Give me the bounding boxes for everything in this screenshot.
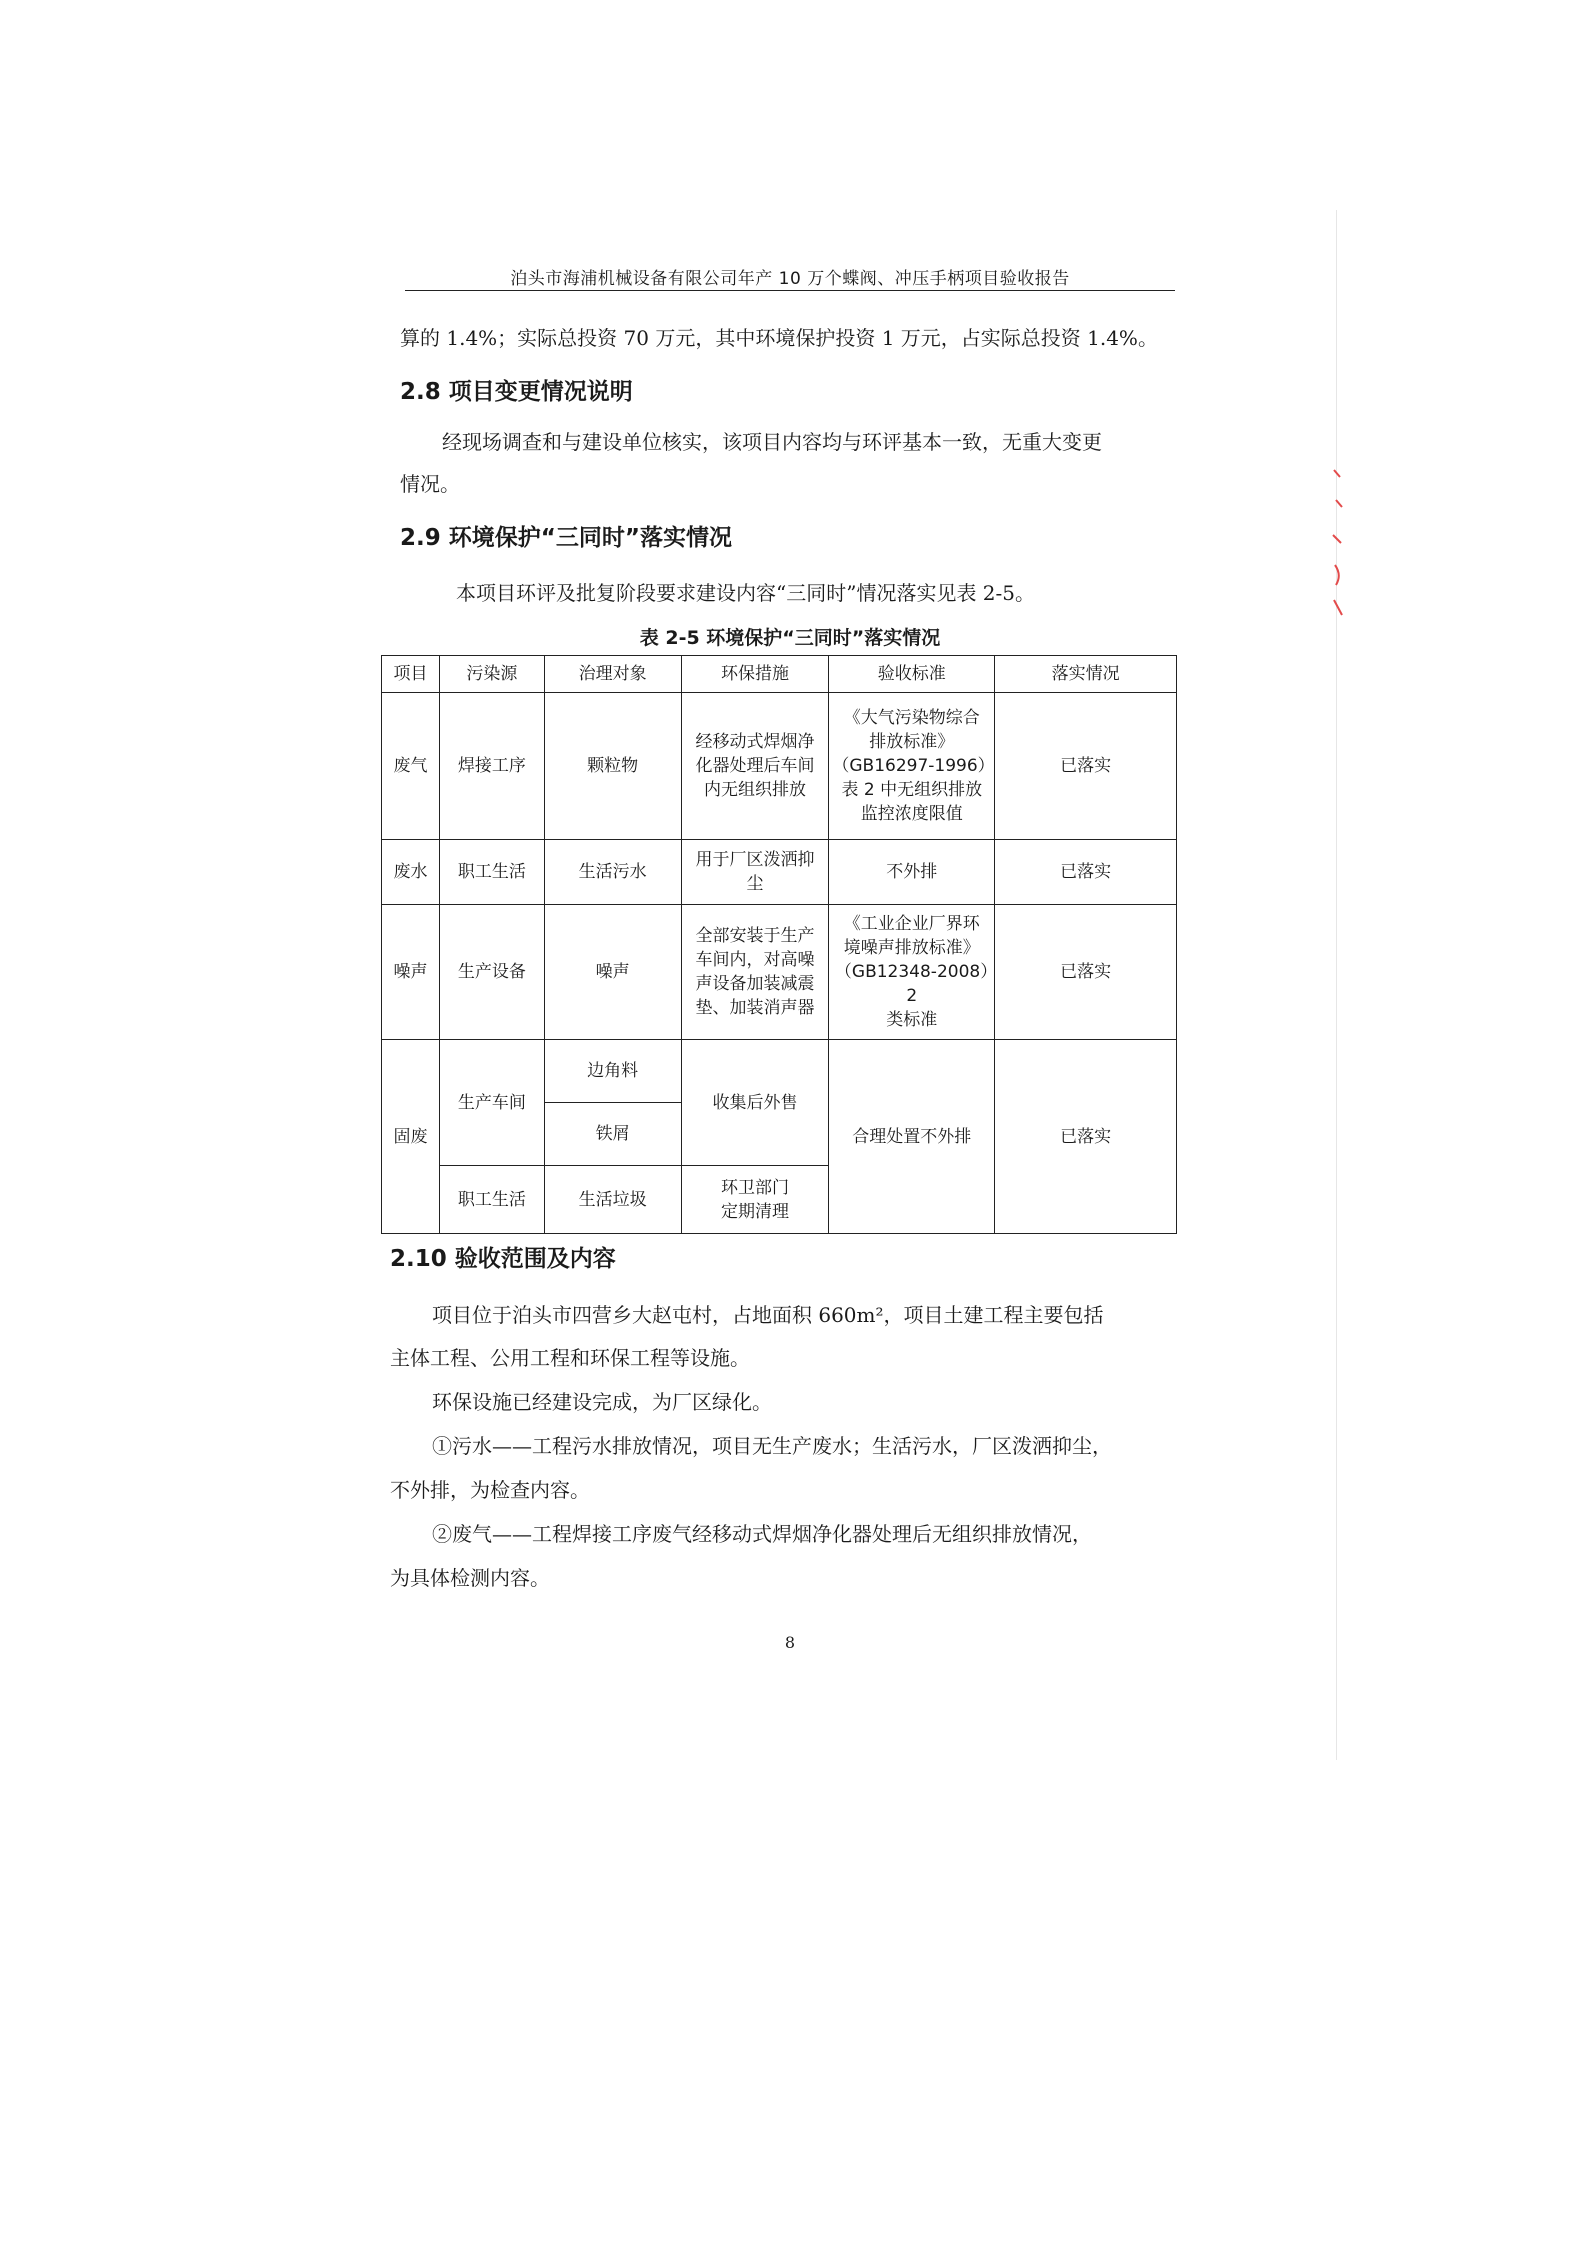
cell-item: 噪声 [382, 905, 440, 1040]
cell-item: 固废 [382, 1040, 440, 1234]
cell-source: 生产设备 [439, 905, 544, 1040]
table-row-solid-a [382, 1040, 1177, 1103]
col-header-item: 项目 [382, 656, 440, 693]
table-header-row [382, 656, 1177, 693]
col-header-target: 治理对象 [544, 656, 681, 693]
line: 监控浓度限值 [860, 804, 963, 824]
col-header-source: 污染源 [439, 656, 544, 693]
cell-measure [681, 905, 829, 1040]
page-number: 8 [784, 1633, 796, 1652]
para-2-10-p4-line1: ②废气——工程焊接工序废气经移动式焊烟净化器处理后无组织排放情况， [432, 1522, 1092, 1546]
line: 垫、加装消声器 [695, 998, 815, 1018]
para-2-10-p1-line2: 主体工程、公用工程和环保工程等设施。 [390, 1346, 750, 1370]
para-2-10-p4-line2: 为具体检测内容。 [390, 1566, 550, 1590]
line: 境噪声排放标准》 [843, 938, 980, 958]
para-2-10-p1-line1: 项目位于泊头市四营乡大赵屯村，占地面积 660m²，项目土建工程主要包括 [432, 1303, 1104, 1327]
col-header-measure: 环保措施 [681, 656, 829, 693]
line: 排放标准》 [869, 732, 955, 752]
line: 表 2 中无组织排放 [841, 780, 983, 800]
para-2-9-intro: 本项目环评及批复阶段要求建设内容“三同时”情况落实见表 2-5。 [456, 581, 1036, 605]
heading-2-10: 2.10 验收范围及内容 [390, 1246, 616, 1272]
cell-standard: 合理处置不外排 [829, 1040, 995, 1234]
table-caption: 表 2-5 环境保护“三同时”落实情况 [639, 627, 941, 649]
cell-status: 已落实 [995, 840, 1177, 905]
cell-source: 生产车间 [439, 1040, 544, 1166]
header-divider [405, 290, 1175, 291]
heading-2-9: 2.9 环境保护“三同时”落实情况 [400, 525, 732, 551]
para-2-8-line1: 经现场调查和与建设单位核实，该项目内容均与环评基本一致，无重大变更 [442, 430, 1102, 454]
cell-target: 噪声 [544, 905, 681, 1040]
cell-target: 生活垃圾 [544, 1166, 681, 1234]
line: 全部安装于生产 [695, 926, 815, 946]
line: 经移动式焊烟净 [695, 732, 815, 752]
cell-status: 已落实 [995, 905, 1177, 1040]
seal-fragment [1330, 465, 1348, 625]
line: 定期清理 [720, 1201, 789, 1222]
heading-2-8: 2.8 项目变更情况说明 [400, 379, 633, 405]
continuation-text: 算的 1.4%；实际总投资 70 万元，其中环境保护投资 1 万元，占实际总投资 1.4%。 [400, 326, 1158, 350]
line: 尘 [746, 874, 764, 894]
cell-status: 已落实 [995, 1040, 1177, 1234]
line: 化器处理后车间 [695, 756, 815, 776]
cell-measure [681, 693, 829, 840]
table-row-gas [382, 693, 1177, 840]
line: 车间内，对高噪 [695, 950, 815, 970]
col-header-status: 落实情况 [995, 656, 1177, 693]
running-header: 泊头市海浦机械设备有限公司年产 10 万个蝶阀、冲压手柄项目验收报告 [510, 269, 1070, 289]
page-edge-line [1336, 210, 1337, 1760]
line: 《大气污染物综合 [843, 708, 980, 728]
cell-standard [829, 693, 995, 840]
line: 《工业企业厂界环 [843, 914, 980, 934]
col-header-standard: 验收标准 [829, 656, 995, 693]
three-simultaneous-table [381, 655, 1177, 1234]
line: （GB12348-2008）2 [834, 962, 989, 1006]
line: 用于厂区泼洒抑 [695, 850, 815, 870]
cell-source: 职工生活 [439, 1166, 544, 1234]
cell-target: 铁屑 [544, 1103, 681, 1166]
cell-source: 焊接工序 [439, 693, 544, 840]
line: 声设备加装减震 [695, 974, 815, 994]
cell-standard [829, 905, 995, 1040]
line: 类标准 [886, 1010, 938, 1030]
cell-standard: 不外排 [829, 840, 995, 905]
cell-target: 颗粒物 [544, 693, 681, 840]
cell-measure: 收集后外售 [681, 1040, 829, 1166]
table-row-water [382, 840, 1177, 905]
line: （GB16297-1996） [832, 756, 995, 776]
cell-item: 废气 [382, 693, 440, 840]
cell-measure [681, 840, 829, 905]
cell-source: 职工生活 [439, 840, 544, 905]
para-2-10-p3-line1: ①污水——工程污水排放情况，项目无生产废水；生活污水，厂区泼洒抑尘， [432, 1434, 1112, 1458]
cell-measure [681, 1166, 829, 1234]
cell-target: 生活污水 [544, 840, 681, 905]
line: 内无组织排放 [703, 780, 806, 800]
line: 环卫部门 [720, 1177, 789, 1198]
cell-target: 边角料 [544, 1040, 681, 1103]
para-2-10-p3-line2: 不外排，为检查内容。 [390, 1478, 590, 1502]
para-2-8-line2: 情况。 [400, 472, 460, 496]
table-row-noise [382, 905, 1177, 1040]
cell-status: 已落实 [995, 693, 1177, 840]
cell-item: 废水 [382, 840, 440, 905]
para-2-10-p2: 环保设施已经建设完成，为厂区绿化。 [432, 1390, 772, 1414]
